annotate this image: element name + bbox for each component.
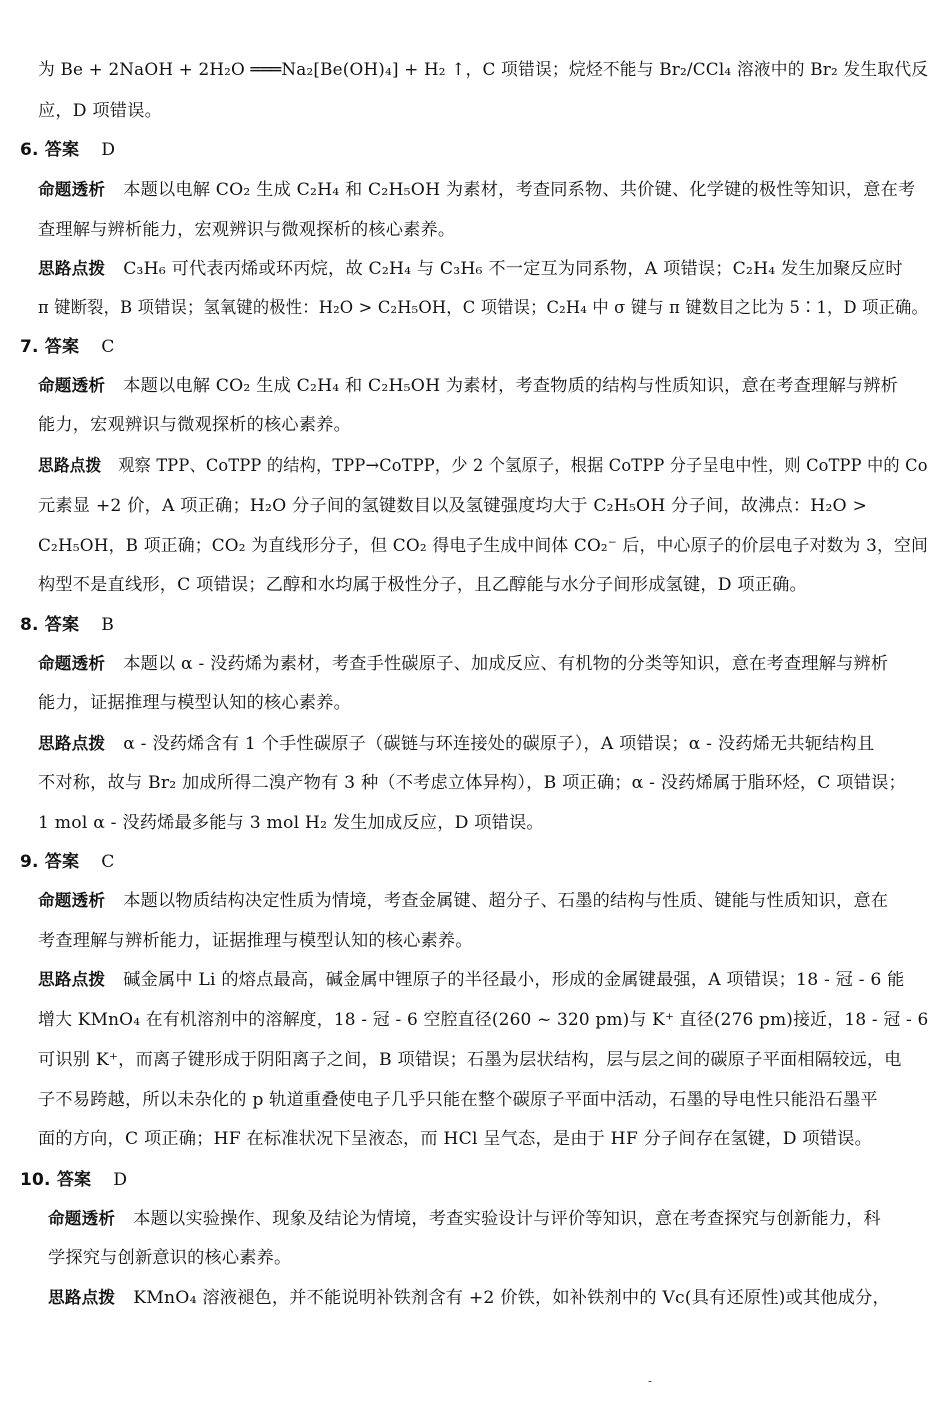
section-label: 命题透析 — [38, 654, 106, 673]
answer-value: C — [101, 337, 115, 357]
question-number: 7. 答案 — [20, 337, 80, 357]
answer-value: D — [101, 140, 116, 160]
text-line: 为 Be + 2NaOH + 2H₂O ═══Na₂[Be(OH)₄] + H₂ ↑，C 项错误；烷烃不能与 Br₂/CCl₄ 溶液中的 Br₂ 发生取代反 — [38, 60, 929, 80]
text-line: 元素显 +2 价，A 项正确；H₂O 分子间的氢键数目以及氢键强度均大于 C₂H₅OH 分子间，故沸点：H₂O > — [38, 496, 868, 516]
topic-analysis: 命题透析 本题以实验操作、现象及结论为情境，考查实验设计与评价等知识，意在考查探究与创新能力，科 — [48, 1209, 881, 1229]
solution-hint: 思路点拨 观察 TPP、CoTPP 的结构，TPP→CoTPP，少 2 个氢原子，根据 CoTPP 分子呈电中性，则 CoTPP 中的 Co — [38, 456, 928, 476]
text-line: 不对称，故与 Br₂ 加成所得二溴产物有 3 种（不考虑立体异构），B 项正确；α - 没药烯属于脂环烃，C 项错误； — [38, 773, 906, 793]
text-line: 面的方向，C 项正确；HF 在标准状况下呈液态，而 HCl 呈气态，是由于 HF 分子间存在氢键，D 项错误。 — [38, 1129, 872, 1149]
text-line: 应，D 项错误。 — [38, 101, 162, 121]
text-line: 子不易跨越，所以未杂化的 p 轨道重叠使电子几乎只能在整个碳原子平面中活动，石墨的导电性只能沿石墨平 — [38, 1090, 878, 1110]
answer-value: D — [113, 1170, 128, 1190]
text-line: 1 mol α - 没药烯最多能与 3 mol H₂ 发生加成反应，D 项错误。 — [38, 813, 544, 833]
answer-heading — [20, 850, 115, 874]
text-line: 考查理解与辨析能力，证据推理与模型认知的核心素养。 — [38, 931, 473, 951]
question-number: 6. 答案 — [20, 140, 80, 160]
question-number: 10. 答案 — [20, 1170, 92, 1190]
section-label: 思路点拨 — [48, 1288, 116, 1307]
topic-analysis: 命题透析 本题以电解 CO₂ 生成 C₂H₄ 和 C₂H₅OH 为素材，考查同系物、共价键、化学键的极性等知识，意在考 — [38, 180, 916, 200]
answer-heading — [20, 138, 115, 162]
text-line: 可识别 K⁺，而离子键形成于阴阳离子之间，B 项错误；石墨为层状结构，层与层之间的碳原子平面相隔较远，电 — [38, 1050, 902, 1070]
section-label: 命题透析 — [48, 1209, 116, 1228]
solution-hint: 思路点拨 碱金属中 Li 的熔点最高，碱金属中锂原子的半径最小，形成的金属键最强，A 项错误；18 - 冠 - 6 能 — [38, 970, 905, 990]
text-line: 能力，宏观辨识与微观探析的核心素养。 — [38, 415, 351, 435]
solution-hint: 思路点拨 C₃H₆ 可代表丙烯或环丙烷，故 C₂H₄ 与 C₃H₆ 不一定互为同系物，A 项错误；C₂H₄ 发生加聚反应时 — [38, 259, 903, 279]
answer-heading — [20, 335, 115, 359]
question-number: 9. 答案 — [20, 852, 80, 872]
section-label: 命题透析 — [38, 891, 106, 910]
text-line: C₂H₅OH，B 项正确；CO₂ 为直线形分子，但 CO₂ 得电子生成中间体 CO₂⁻ 后，中心原子的价层电子对数为 3，空间 — [38, 536, 928, 556]
section-label: 思路点拨 — [38, 259, 106, 278]
question-number: 8. 答案 — [20, 615, 80, 635]
text-line: 学探究与创新意识的核心素养。 — [48, 1248, 292, 1268]
answer-value: C — [101, 852, 115, 872]
section-label: 思路点拨 — [38, 734, 106, 753]
topic-analysis: 命题透析 本题以电解 CO₂ 生成 C₂H₄ 和 C₂H₅OH 为素材，考查物质的结构与性质知识，意在考查理解与辨析 — [38, 376, 898, 396]
section-label: 思路点拨 — [38, 970, 106, 989]
text-line: 增大 KMnO₄ 在有机溶剂中的溶解度，18 - 冠 - 6 空腔直径(260 ~ 320 pm)与 K⁺ 直径(276 pm)接近，18 - 冠 - 6 — [38, 1010, 929, 1030]
section-label: 思路点拨 — [38, 456, 102, 475]
answer-heading — [20, 1168, 127, 1192]
text-line: 查理解与辨析能力，宏观辨识与微观探析的核心素养。 — [38, 220, 456, 240]
solution-hint: 思路点拨 α - 没药烯含有 1 个手性碳原子（碳链与环连接处的碳原子），A 项错误；α - 没药烯无共轭结构且 — [38, 734, 875, 754]
text-line: 构型不是直线形，C 项错误；乙醇和水均属于极性分子，且乙醇能与水分子间形成氢键，D 项正确。 — [38, 575, 807, 595]
topic-analysis: 命题透析 本题以 α - 没药烯为素材，考查手性碳原子、加成反应、有机物的分类等知识，意在考查理解与辨析 — [38, 654, 889, 674]
answer-heading — [20, 613, 114, 637]
solution-hint: 思路点拨 KMnO₄ 溶液褪色，并不能说明补铁剂含有 +2 价铁，如补铁剂中的 Vc(具有还原性)或其他成分， — [48, 1288, 890, 1308]
section-label: 命题透析 — [38, 376, 106, 395]
section-label: 命题透析 — [38, 180, 106, 199]
text-line: π 键断裂，B 项错误；氢氧键的极性：H₂O > C₂H₅OH，C 项错误；C₂H₄ 中 σ 键与 π 键数目之比为 5∶1，D 项正确。 — [38, 298, 928, 318]
footer-mark: - — [648, 1374, 653, 1388]
text-line: 能力，证据推理与模型认知的核心素养。 — [38, 693, 351, 713]
topic-analysis: 命题透析 本题以物质结构决定性质为情境，考查金属键、超分子、石墨的结构与性质、键能与性质知识，意在 — [38, 891, 889, 911]
answer-value: B — [101, 615, 115, 635]
